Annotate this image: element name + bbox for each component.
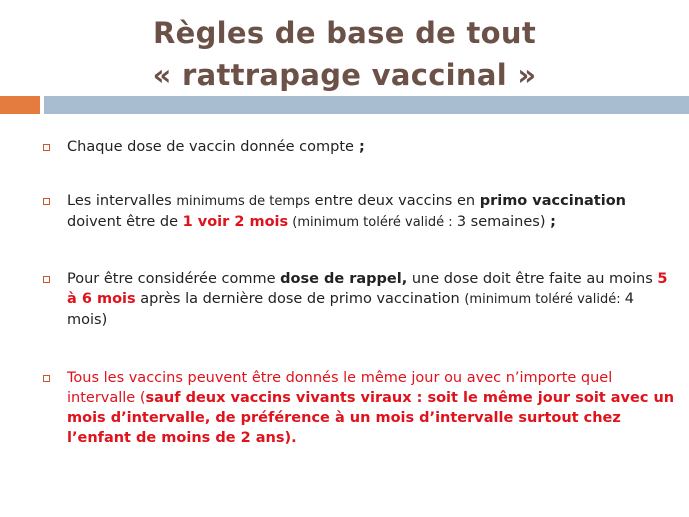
bullet-3-text-a: Pour être considérée comme (67, 271, 281, 287)
bullet-2-interval-highlight: 1 voir 2 mois (182, 214, 289, 230)
bullet-2-text-d: doivent être de (67, 214, 183, 230)
bullet-4-exception: sauf deux vaccins vivants viraux : soit le même jour soit avec un mois d’intervalle, de préférence à un mois d’intervalle surtout chez l’enfant de moins de 2 ans). (67, 390, 675, 446)
title-line-2: « rattrapage vaccinal » (152, 58, 537, 92)
bullet-1-semicolon: ; (353, 139, 365, 155)
bullet-4-text-a: Tous les vaccins peuvent être donnés le même jour ou avec n’importe quel intervalle ( (67, 370, 613, 406)
title-line-1: Règles de base de tout (152, 16, 537, 50)
square-bullet-icon (43, 144, 50, 151)
bullet-1-text: Chaque dose de vaccin donnée compte (67, 139, 354, 155)
bullet-2-small-note: (minimum toléré validé : (288, 215, 457, 230)
bullet-2-semicolon: ; (550, 214, 556, 230)
bullet-item-same-day-rule (40, 368, 676, 448)
square-bullet-icon (43, 198, 50, 205)
bullet-3-text-c: après la dernière dose de primo vaccination (135, 291, 465, 307)
bullet-3-interval-highlight: 5 à 6 mois (67, 271, 668, 307)
slide-title (0, 12, 689, 96)
bullet-item-booster-dose (40, 269, 676, 330)
bullet-list (40, 137, 676, 448)
square-bullet-icon (43, 375, 50, 382)
divider-accent-orange (0, 96, 40, 114)
bullet-2-text-e: 3 semaines) (456, 214, 551, 230)
bullet-3-text-d: 4 mois) (67, 291, 634, 328)
bullet-2-text-a: Les intervalles (67, 193, 177, 209)
bullet-item-dose-counts (40, 137, 676, 157)
divider-accent-blue (44, 96, 689, 114)
bullet-2-text-b: minimums de temps (176, 194, 311, 209)
title-divider (0, 96, 689, 114)
bullet-3-small-note: (minimum toléré validé: (464, 292, 625, 307)
bullet-item-minimum-intervals (40, 191, 676, 233)
bullet-3-booster-label: dose de rappel, (280, 271, 408, 287)
bullet-3-text-b: une dose doit être faite au moins (407, 271, 658, 287)
bullet-2-text-c: entre deux vaccins en (310, 193, 480, 209)
square-bullet-icon (43, 276, 50, 283)
bullet-2-primo-vaccination: primo vaccination (479, 193, 626, 209)
